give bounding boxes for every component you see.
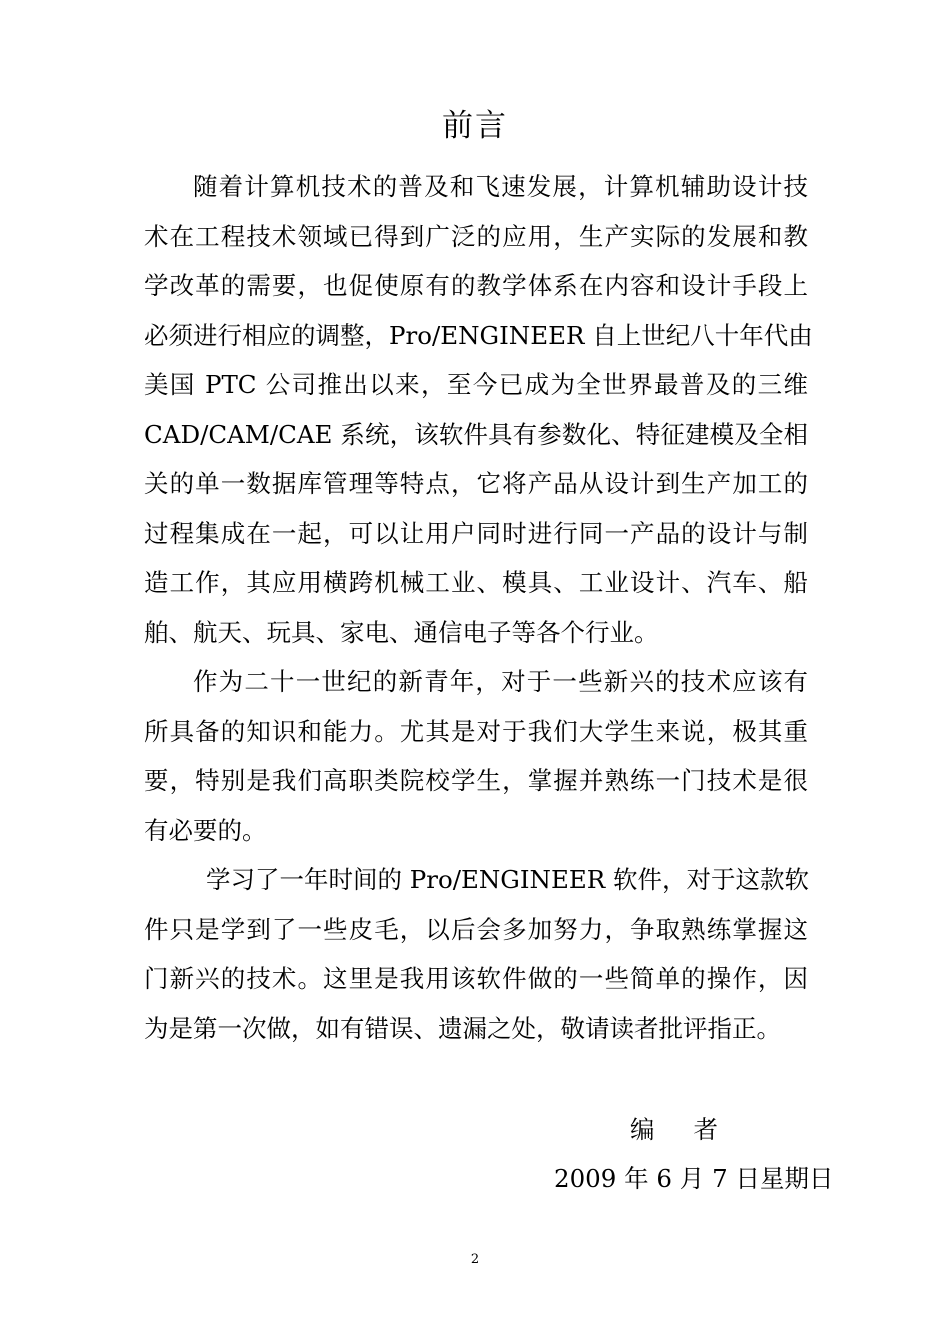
- paragraph-1-line-3: 学改革的需要，也促使原有的教学体系在内容和设计手段上: [144, 271, 808, 300]
- paragraph-1-line-7: 关的单一数据库管理等特点，它将产品从设计到生产加工的: [144, 469, 808, 498]
- paragraph-1-line-2: 术在工程技术领域已得到广泛的应用，生产实际的发展和教: [144, 221, 808, 251]
- paragraph-1-line-4: 必须进行相应的调整，Pro/ENGINEER 自上世纪八十年代由: [144, 320, 813, 350]
- page-title: 前言: [442, 108, 508, 144]
- preface-body: [144, 162, 813, 1053]
- page-number: 2: [470, 1252, 480, 1267]
- paragraph-1-line-10: 舶、航天、玩具、家电、通信电子等各个行业。: [144, 617, 659, 647]
- paragraph-2-line-1: 作为二十一世纪的新青年，对于一些新兴的技术应该有: [193, 667, 808, 696]
- paragraph-1-line-5: 美国 PTC 公司推出以来，至今已成为全世界最普及的三维: [144, 370, 808, 399]
- paragraph-3-line-1: 学习了一年时间的 Pro/ENGINEER 软件，对于这款软: [206, 865, 809, 894]
- paragraph-3-line-3: 门新兴的技术。这里是我用该软件做的一些简单的操作，因: [144, 964, 808, 993]
- paragraph-2-line-4: 有必要的。: [144, 815, 267, 845]
- paragraph-3-line-2: 件只是学到了一些皮毛，以后会多加努力，争取熟练掌握这: [144, 914, 808, 944]
- paragraph-1-line-6: CAD/CAM/CAE 系统，该软件具有参数化、特征建模及全相: [144, 419, 808, 449]
- paragraph-3-line-4: 为是第一次做，如有错误、遗漏之处，敬请读者批评指正。: [144, 1013, 781, 1043]
- paragraph-2-line-3: 要，特别是我们高职类院校学生，掌握并熟练一门技术是很: [144, 766, 808, 795]
- paragraph-2-line-2: 所具备的知识和能力。尤其是对于我们大学生来说，极其重: [144, 716, 808, 746]
- paragraph-1-line-1: 随着计算机技术的普及和飞速发展，计算机辅助设计技: [193, 172, 808, 201]
- author-signature: 编 者: [630, 1115, 718, 1144]
- paragraph-1-line-8: 过程集成在一起，可以让用户同时进行同一产品的设计与制: [144, 518, 808, 548]
- date-line: 2009 年 6 月 7 日星期日: [554, 1164, 834, 1193]
- paragraph-1-line-9: 造工作，其应用横跨机械工业、模具、工业设计、汽车、船: [144, 568, 808, 597]
